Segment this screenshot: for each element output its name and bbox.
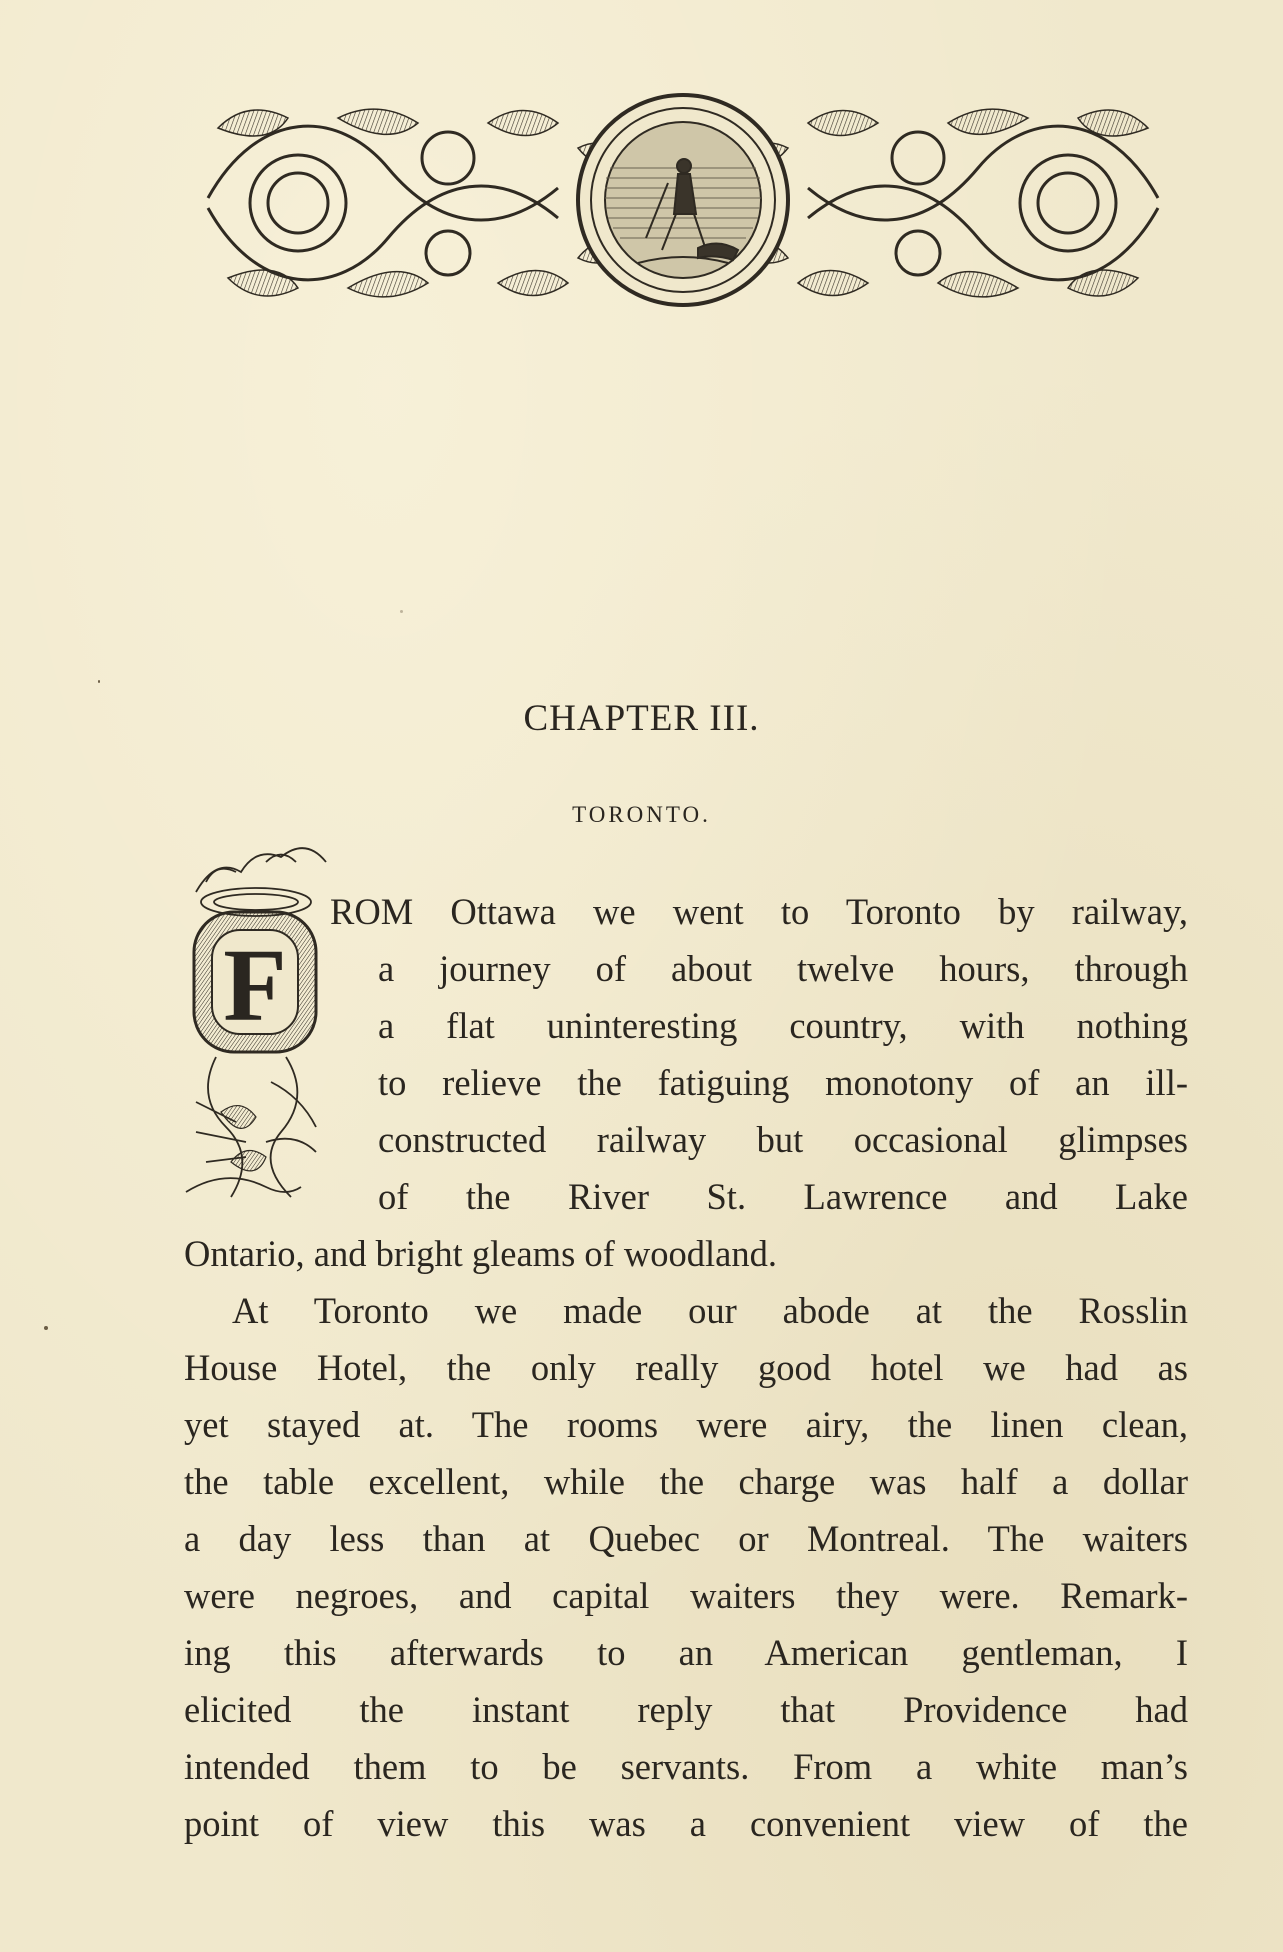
paragraph-2-line-1: At Toronto we made our abode at the Rosslin bbox=[232, 1290, 1188, 1331]
paragraph-2-line-8: elicited the instant reply that Providence had bbox=[184, 1689, 1188, 1730]
paragraph-1-line-1: ROM Ottawa we went to Toronto by railway, bbox=[330, 891, 1188, 932]
paragraph-2-line-4: the table excellent, while the charge was half a dollar bbox=[184, 1461, 1188, 1502]
paragraph-1-line-5: constructed railway but occasional glimpses bbox=[378, 1119, 1188, 1160]
paragraph-2-line-10: point of view this was a convenient view of the bbox=[184, 1803, 1188, 1844]
decorated-drop-cap bbox=[176, 842, 336, 1210]
paragraph-2-line-6: were negroes, and capital waiters they were. Remark- bbox=[184, 1575, 1188, 1616]
paragraph-2-line-7: ing this afterwards to an American gentleman, I bbox=[184, 1632, 1188, 1673]
paragraph-1-line-6: of the River St. Lawrence and Lake bbox=[378, 1176, 1188, 1217]
chapter-subtitle: TORONTO. bbox=[572, 802, 711, 827]
paragraph-1-line-4: to relieve the fatiguing monotony of an ill- bbox=[378, 1062, 1188, 1103]
chapter-title: CHAPTER III. bbox=[523, 698, 760, 739]
paper-speck bbox=[400, 610, 403, 613]
ornamental-headpiece bbox=[198, 88, 1168, 313]
paragraph-2-line-9: intended them to be servants. From a white man’s bbox=[184, 1746, 1188, 1787]
paragraph-1-line-2: a journey of about twelve hours, through bbox=[378, 948, 1188, 989]
paragraph-1-line-7: Ontario, and bright gleams of woodland. bbox=[184, 1233, 778, 1274]
paragraph-1-line-3: a flat uninteresting country, with nothing bbox=[378, 1005, 1188, 1046]
paragraph-2-line-2: House Hotel, the only really good hotel we had as bbox=[184, 1347, 1188, 1388]
paragraph-2-line-5: a day less than at Quebec or Montreal. The waiters bbox=[184, 1518, 1188, 1559]
paper-speck bbox=[44, 1326, 48, 1330]
drop-cap-letter: F bbox=[223, 928, 287, 1043]
paragraph-2-line-3: yet stayed at. The rooms were airy, the linen clean, bbox=[184, 1404, 1188, 1445]
paper-speck bbox=[98, 680, 100, 683]
